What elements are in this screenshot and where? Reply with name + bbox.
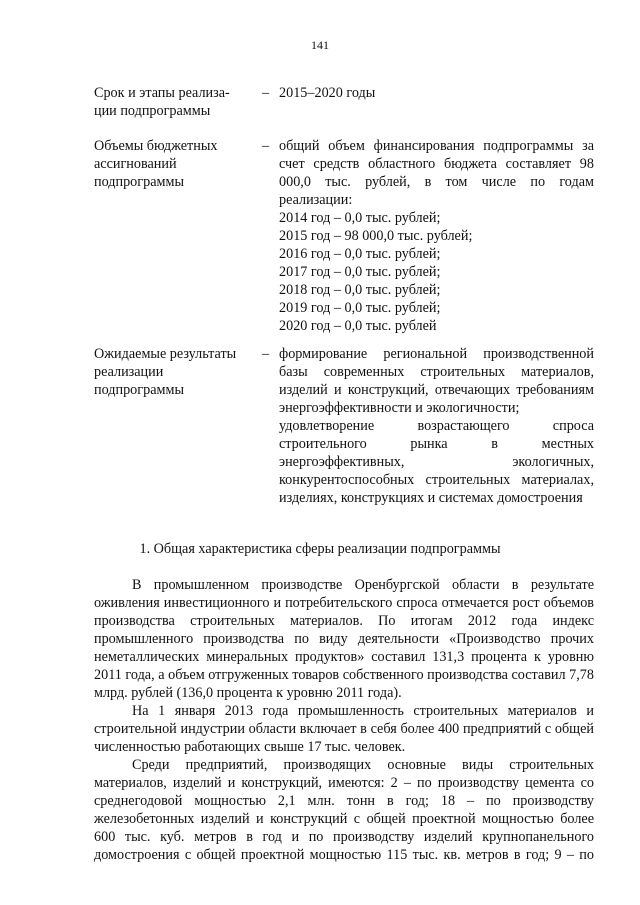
term-dash: – <box>262 85 270 101</box>
budget-year-2019: 2019 год – 0,0 тыс. рублей; <box>279 300 441 316</box>
results-value <box>279 345 594 507</box>
paragraph-3: Среди предприятий, производящих основные виды строительных материалов, изделий и конструкций, имеются: 2 – по производству цемента со среднегодовой мощностью 2,1 млн. тонн в год; 18 – по производству железобетонных изделий и конструкций с общей проектной мощностью более 600 тыс. куб. метров в год и по производству изделий крупнопанельного домостроения с общей проектной мощностью 115 тыс. кв. метров в год; 9 – по <box>94 757 594 863</box>
term-label: Срок и этапы реализа- ции подпрограммы <box>94 85 230 119</box>
paragraph-2: На 1 января 2013 года промышленность строительных материалов и строительной индустрии области включает в себя более 400 предприятий с общей численностью работающих свыше 17 тыс. человек. <box>94 703 594 755</box>
results-item-2: удовлетворение возрастающего спроса строительного рынка в местных энергоэффективных, экологичных, конкурентоспособных строительных материалах, изделиях, конструкциях и системах домостроения <box>279 418 594 506</box>
paragraph-1: В промышленном производстве Оренбургской области в результате оживления инвестиционного и потребительского спроса отмечается рост объемов производства строительных материалов. По итогам 2012 года индекс промышленного производства по виду деятельности «Производство прочих неметаллических минеральных продуктов» составил 131,3 процента к уровню 2011 года, а объем отгруженных товаров собственного производства составил 7,78 млрд. рублей (136,0 процента к уровню 2011 года). <box>94 577 594 701</box>
results-item-1: формирование региональной производственной базы современных строительных материалов, изделий и конструкций, отвечающих требованиям энергоэффективности и экологичности; <box>279 346 594 416</box>
budget-dash: – <box>262 138 270 154</box>
budget-year-2014: 2014 год – 0,0 тыс. рублей; <box>279 210 441 226</box>
section-heading: 1. Общая характеристика сферы реализации подпрограммы <box>139 541 501 557</box>
passport-row-term <box>94 84 594 124</box>
passport-row-budget <box>94 137 594 332</box>
budget-year-2018: 2018 год – 0,0 тыс. рублей; <box>279 282 441 298</box>
budget-intro: общий объем финансирования подпрограммы за счет средств областного бюджета составляет 98 000,0 тыс. рублей, в том числе по годам реализации: <box>279 138 594 208</box>
results-dash: – <box>262 346 270 362</box>
passport-row-results <box>94 345 594 525</box>
budget-year-2015: 2015 год – 98 000,0 тыс. рублей; <box>279 228 473 244</box>
budget-year-2020: 2020 год – 0,0 тыс. рублей <box>279 318 437 334</box>
budget-year-2016: 2016 год – 0,0 тыс. рублей; <box>279 246 441 262</box>
budget-year-2017: 2017 год – 0,0 тыс. рублей; <box>279 264 441 280</box>
budget-value <box>279 137 594 335</box>
term-value: 2015–2020 годы <box>279 85 376 101</box>
budget-label: Объемы бюджетных ассигнований подпрограммы <box>94 138 218 190</box>
page-number: 141 <box>311 38 329 52</box>
results-label: Ожидаемые результаты реализации подпрограммы <box>94 346 237 398</box>
body-text <box>94 576 594 864</box>
